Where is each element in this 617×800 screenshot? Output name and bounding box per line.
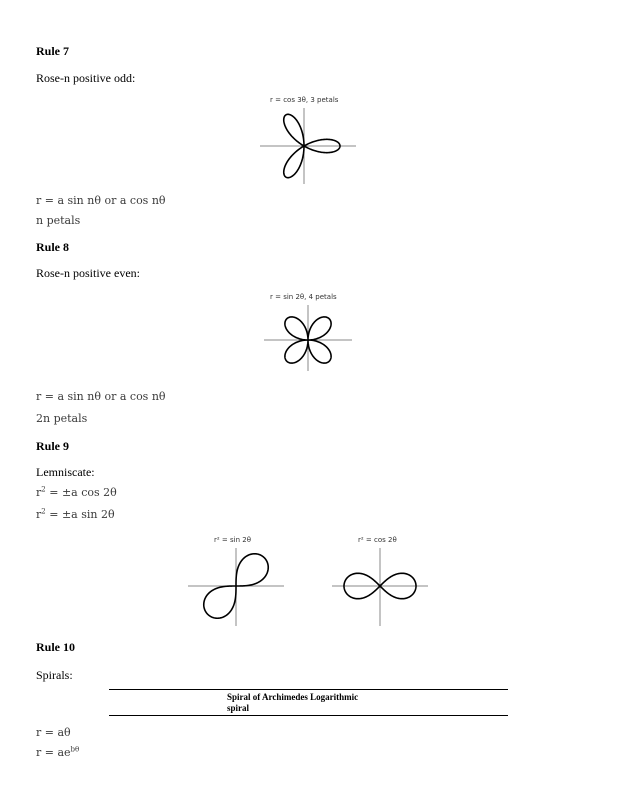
rule-9-description: Lemniscate:: [36, 465, 95, 479]
rule-9-formula-cos: $r^2 = \pm a$ cos 2θ: [36, 485, 117, 499]
rose-4-caption: r = sin 2θ, 4 petals: [270, 293, 337, 301]
lemniscate-sin-figure: [186, 532, 286, 628]
table-top-rule: [109, 689, 508, 690]
rule-9-heading: Rule 9: [36, 439, 69, 453]
rose-3-caption: r = cos 3θ, 3 petals: [270, 96, 339, 104]
rule-8-heading: Rule 8: [36, 240, 69, 254]
rule-7-note: n petals: [36, 214, 81, 227]
lemniscate-sin-caption: r² = sin 2θ: [214, 536, 251, 544]
rule-7-description: Rose-n positive odd:: [36, 71, 136, 85]
rose-3-petals-figure: [252, 90, 364, 188]
rule-10-heading: Rule 10: [36, 640, 75, 654]
rule-8-formula: r = a sin nθ or a cos nθ: [36, 390, 166, 403]
table-header-line-1: Spiral of Archimedes Logarithmic: [227, 692, 359, 702]
rule-10-formula-logarithmic: $r = ae^{b\theta}$: [36, 745, 80, 759]
rule-8-description: Rose-n positive even:: [36, 266, 140, 280]
rule-8-note: 2n petals: [36, 412, 88, 425]
rule-7-formula: r = a sin nθ or a cos nθ: [36, 194, 166, 207]
table-bottom-rule: [109, 715, 508, 716]
spiral-table-header: [227, 692, 358, 714]
rose-4-petals-figure: [258, 287, 358, 373]
lemniscate-cos-figure: [330, 532, 430, 628]
table-header-line-2: spiral: [227, 703, 250, 713]
rule-9-formula-sin: $r^2 = \pm a$ sin 2θ: [36, 507, 115, 521]
rule-7-heading: Rule 7: [36, 44, 69, 58]
rule-10-formula-archimedes: r = aθ: [36, 726, 71, 739]
lemniscate-cos-caption: r² = cos 2θ: [358, 536, 397, 544]
rule-10-description: Spirals:: [36, 668, 73, 682]
